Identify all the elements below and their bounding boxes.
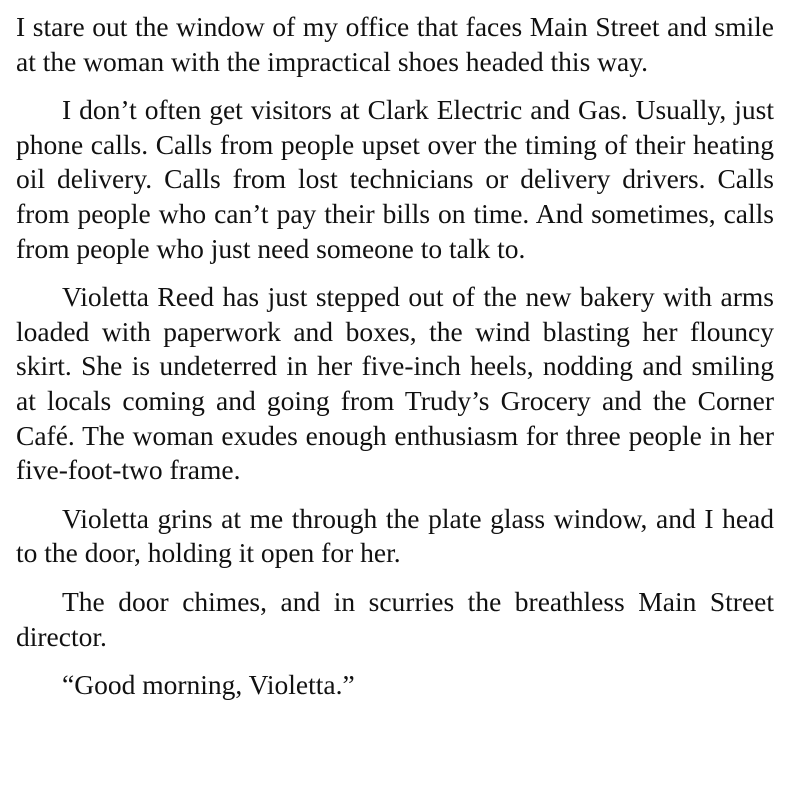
paragraph-4: Violetta grins at me through the plate glass window, and I head to the door, holding it open for her. (16, 502, 774, 569)
paragraph-1: I stare out the window of my office that faces Main Street and smile at the woman with the impractical shoes headed this way. (16, 11, 774, 77)
paragraph-5: The door chimes, and in scurries the breathless Main Street director. (16, 585, 774, 652)
paragraph-6: “Good morning, Violetta.” (62, 669, 355, 701)
paragraph-2: I don’t often get visitors at Clark Electric and Gas. Usually, just phone calls. Calls from people upset over the timing of their heating oil delivery. Calls from lost technicians or delivery drivers. Calls from people who can’t pay their bills on time. And sometimes, calls from people who just need someone to talk to. (16, 94, 774, 264)
paragraph-3: Violetta Reed has just stepped out of the new bakery with arms loaded with paperwork and boxes, the wind blasting her flouncy skirt. She is undeterred in her five-inch heels, nodding and smiling at locals coming and going from Trudy’s Grocery and the Corner Café. The woman exudes enough enthusiasm for three people in her five-foot-two frame. (16, 281, 774, 486)
